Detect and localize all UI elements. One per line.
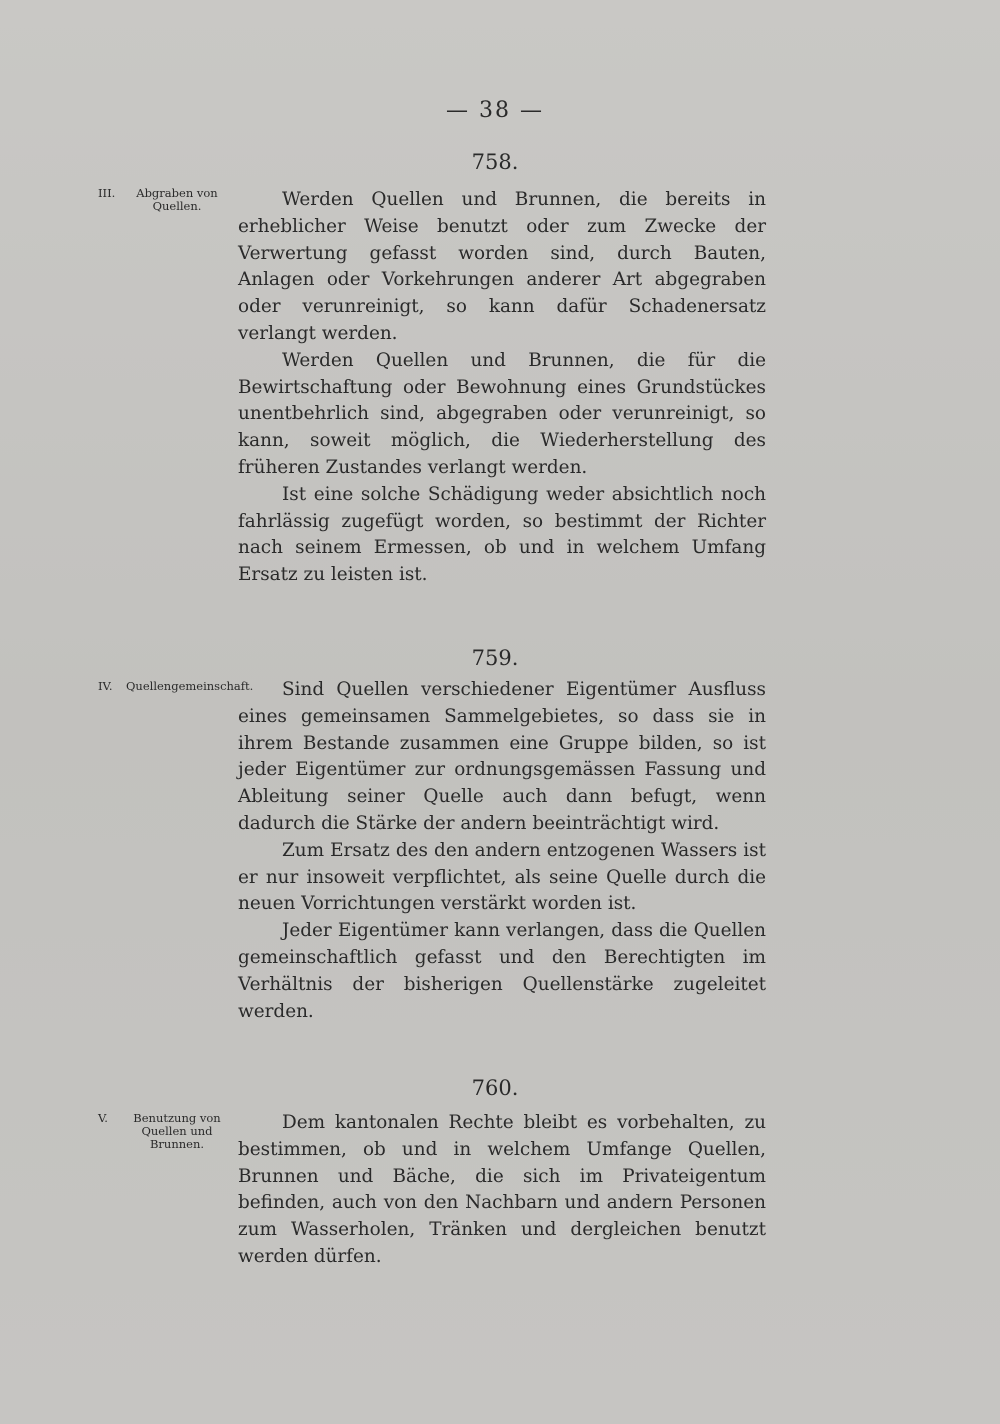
margin-note-numeral: III. [98,186,116,200]
margin-note-760 [98,1112,228,1151]
margin-note-758 [98,187,228,213]
paragraph: Jeder Eigentümer kann verlangen, dass die Quellen gemeinschaftlich gefasst und den Berechtigten im Verhältnis der bisherigen Quellenstärke zugeleitet werden. [238,920,766,1022]
article-body-760 [238,1110,766,1271]
article-number-758: 758. [471,150,519,174]
paragraph: Sind Quellen verschiedener Eigentümer Ausfluss eines gemeinsamen Sammelgebietes, so dass sie in ihrem Bestande zusammen eine Gruppe bilden, so ist jeder Eigentümer zur ordnungsgemässen Fassung und Ableitung seiner Quelle auch dann befugt, wenn dadurch die Stärke der andern beeinträchtigt wird. [238,679,766,834]
article-number-760: 760. [471,1076,519,1100]
paragraph: Ist eine solche Schädigung weder absichtlich noch fahrlässig zugefügt worden, so bestimmt der Richter nach seinem Ermessen, ob und in welchem Umfang Ersatz zu leisten ist. [238,483,766,586]
margin-note-text: Benutzung von Quellen und Brunnen. [133,1111,221,1151]
margin-note-text: Quellengemeinschaft. [126,679,254,693]
article-body-759 [238,677,766,1025]
article-number-759: 759. [471,646,519,670]
margin-note-numeral: V. [98,1111,108,1125]
margin-note-759 [98,679,254,693]
margin-note-numeral: IV. [98,679,113,693]
article-body-758 [238,187,766,589]
paragraph: Werden Quellen und Brunnen, die bereits in erheblicher Weise benutzt oder zum Zwecke der Verwertung gefasst worden sind, durch Bauten, Anlagen oder Vorkehrungen anderer Art abgegraben oder verunreinigt, so kann dafür Schadenersatz verlangt werden. [238,189,766,344]
margin-note-text: Abgraben von Quellen. [136,186,218,213]
paragraph: Dem kantonalen Rechte bleibt es vorbehalten, zu bestimmen, ob und in welchem Umfange Quellen, Brunnen und Bäche, die sich im Privateigentum befinden, auch von den Nachbarn und andern Personen zum Wasserholen, Tränken und dergleichen benutzt werden dürfen. [238,1112,766,1267]
paragraph: Werden Quellen und Brunnen, die für die Bewirtschaftung oder Bewohnung eines Grundstückes unentbehrlich sind, abgegraben oder verunreinigt, so kann, soweit möglich, die Wiederherstellung des früheren Zustandes verlangt werden. [238,349,766,478]
page-number: — 38 — [446,98,544,123]
paragraph: Zum Ersatz des den andern entzogenen Wassers ist er nur insoweit verpflichtet, als seine Quelle durch die neuen Vorrichtungen verstärkt worden ist. [238,839,766,915]
